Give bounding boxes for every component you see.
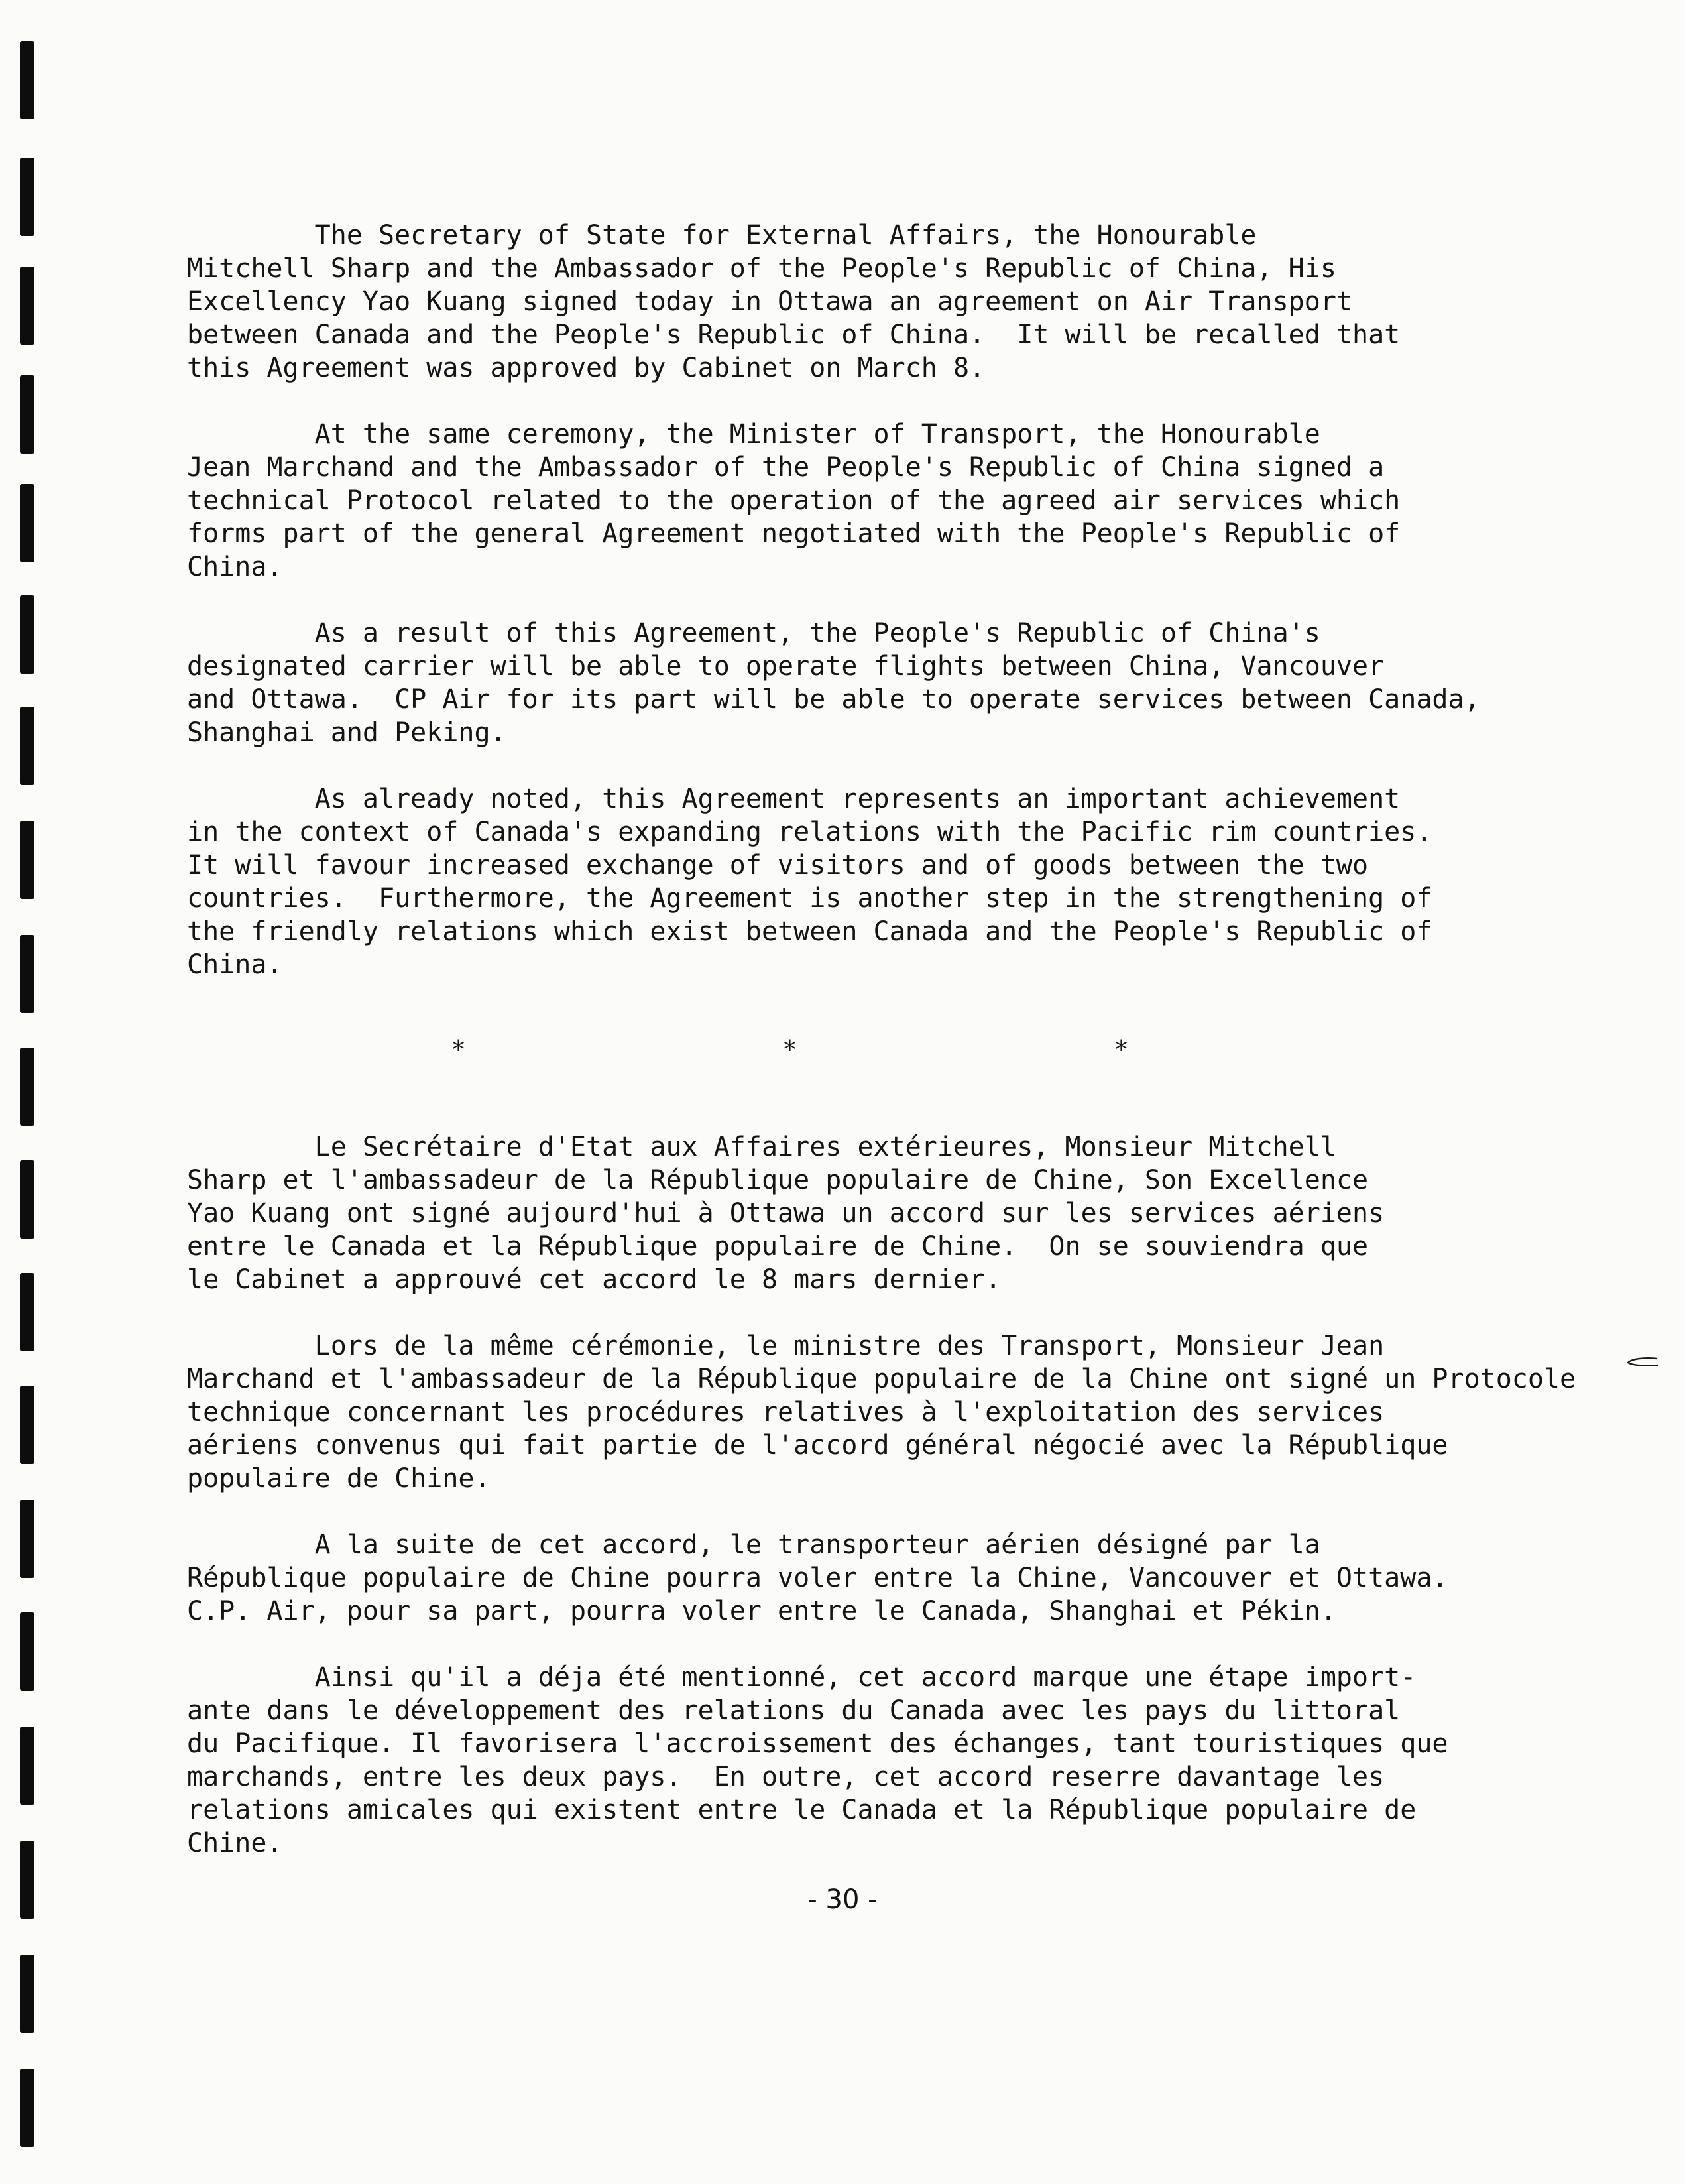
binder-hole — [20, 821, 34, 899]
text-line: Shanghai and Peking. — [187, 717, 506, 748]
text-line: ante dans le développement des relations du Canada avec les pays du littoral — [187, 1695, 1401, 1726]
text-line: Mitchell Sharp and the Ambassador of the People's Republic of China, His — [187, 253, 1336, 284]
text-line: technique concernant les procédures relatives à l'exploitation des services — [187, 1397, 1385, 1427]
text-line: between Canada and the People's Republic of China. It will be recalled that — [187, 320, 1401, 350]
binder-hole — [20, 1955, 34, 2033]
text-line: It will favour increased exchange of visitors and of goods between the two — [187, 850, 1369, 880]
binder-hole — [20, 935, 34, 1013]
paragraph-etape — [187, 1661, 1533, 1860]
text-line: populaire de Chine. — [187, 1463, 491, 1494]
text-line: relations amicales qui existent entre le Canada et la République populaire de — [187, 1795, 1417, 1825]
text-line: entre le Canada et la République populaire de Chine. On se souviendra que — [187, 1231, 1369, 1262]
english-section — [187, 219, 1533, 981]
text-line: As already noted, this Agreement represents an important achievement — [187, 784, 1401, 814]
section-separator — [187, 1024, 1533, 1091]
text-line: Chine. — [187, 1828, 283, 1858]
separator-star: * — [784, 1035, 796, 1064]
text-line: and Ottawa. CP Air for its part will be able to operate services between Canada, — [187, 684, 1480, 715]
text-line: the friendly relations which exist between Canada and the People's Republic of — [187, 916, 1432, 947]
text-line: As a result of this Agreement, the People's Republic of China's — [187, 618, 1320, 648]
text-line: Yao Kuang ont signé aujourd'hui à Ottawa un accord sur les services aériens — [187, 1198, 1385, 1229]
text-line: Marchand et l'ambassadeur de la République populaire de la Chine ont signé un Protocole — [187, 1364, 1576, 1394]
text-line: The Secretary of State for External Affairs, the Honourable — [187, 220, 1257, 251]
text-line: designated carrier will be able to operate flights between China, Vancouver — [187, 651, 1385, 682]
document-page — [187, 219, 1576, 1860]
separator-star: * — [452, 1035, 465, 1064]
paragraph-achievement — [187, 782, 1533, 981]
text-line: forms part of the general Agreement negotiated with the People's Republic of — [187, 518, 1401, 549]
text-line: At the same ceremony, the Minister of Transport, the Honourable — [187, 419, 1320, 450]
binder-hole — [20, 158, 34, 236]
page-number: - 30 - — [807, 1884, 878, 1915]
binder-hole — [20, 41, 34, 119]
binder-hole — [20, 1273, 34, 1351]
text-line: aériens convenus qui fait partie de l'accord général négocié avec la République — [187, 1430, 1448, 1461]
text-line: countries. Furthermore, the Agreement is another step in the strengthening of — [187, 883, 1432, 914]
text-line: A la suite de cet accord, le transporteur aérien désigné par la — [187, 1530, 1320, 1560]
text-line: China. — [187, 552, 283, 582]
text-line: du Pacifique. Il favorisera l'accroissement des échanges, tant touristiques que — [187, 1729, 1448, 1759]
binder-hole — [20, 1500, 34, 1578]
binder-hole — [20, 1612, 34, 1691]
text-line: C.P. Air, pour sa part, pourra voler entre le Canada, Shanghai et Pékin. — [187, 1596, 1336, 1626]
binder-hole — [20, 707, 34, 785]
paragraph-accord-signe — [187, 1130, 1533, 1296]
binder-hole — [20, 2069, 34, 2147]
text-line: Le Secrétaire d'Etat aux Affaires extérieures, Monsieur Mitchell — [187, 1132, 1336, 1162]
binder-hole — [20, 375, 34, 454]
binder-hole — [20, 595, 34, 674]
text-line: Sharp et l'ambassadeur de la République populaire de Chine, Son Excellence — [187, 1165, 1369, 1195]
binder-hole — [20, 1160, 34, 1239]
separator-star: * — [1115, 1035, 1128, 1064]
text-line: in the context of Canada's expanding relations with the Pacific rim countries. — [187, 817, 1432, 847]
paragraph-protocole — [187, 1329, 1576, 1495]
paragraph-vols — [187, 1528, 1533, 1628]
text-line: this Agreement was approved by Cabinet on March 8. — [187, 353, 986, 383]
french-section — [187, 1130, 1576, 1860]
text-line: République populaire de Chine pourra voler entre la Chine, Vancouver et Ottawa. — [187, 1563, 1448, 1593]
paragraph-protocol — [187, 418, 1533, 583]
handwritten-margin-mark — [1625, 1356, 1660, 1369]
text-line: Ainsi qu'il a déja été mentionné, cet accord marque une étape import- — [187, 1662, 1417, 1693]
text-line: technical Protocol related to the operation of the agreed air services which — [187, 485, 1401, 516]
binder-hole — [20, 1727, 34, 1805]
text-line: le Cabinet a approuvé cet accord le 8 mars dernier. — [187, 1264, 1002, 1295]
binder-hole-strip — [15, 0, 41, 2184]
text-line: Jean Marchand and the Ambassador of the People's Republic of China signed a — [187, 452, 1385, 483]
paragraph-agreement-signed — [187, 219, 1533, 385]
text-line: marchands, entre les deux pays. En outre, cet accord reserre davantage les — [187, 1762, 1385, 1792]
text-line: Lors de la même cérémonie, le ministre des Transport, Monsieur Jean — [187, 1331, 1385, 1361]
binder-hole — [20, 484, 34, 562]
binder-hole — [20, 1048, 34, 1126]
binder-hole — [20, 267, 34, 345]
binder-hole — [20, 1386, 34, 1464]
text-line: China. — [187, 949, 283, 980]
paragraph-flights — [187, 617, 1533, 749]
margin-mark-stroke — [1628, 1358, 1658, 1366]
text-line: Excellency Yao Kuang signed today in Ottawa an agreement on Air Transport — [187, 286, 1352, 317]
